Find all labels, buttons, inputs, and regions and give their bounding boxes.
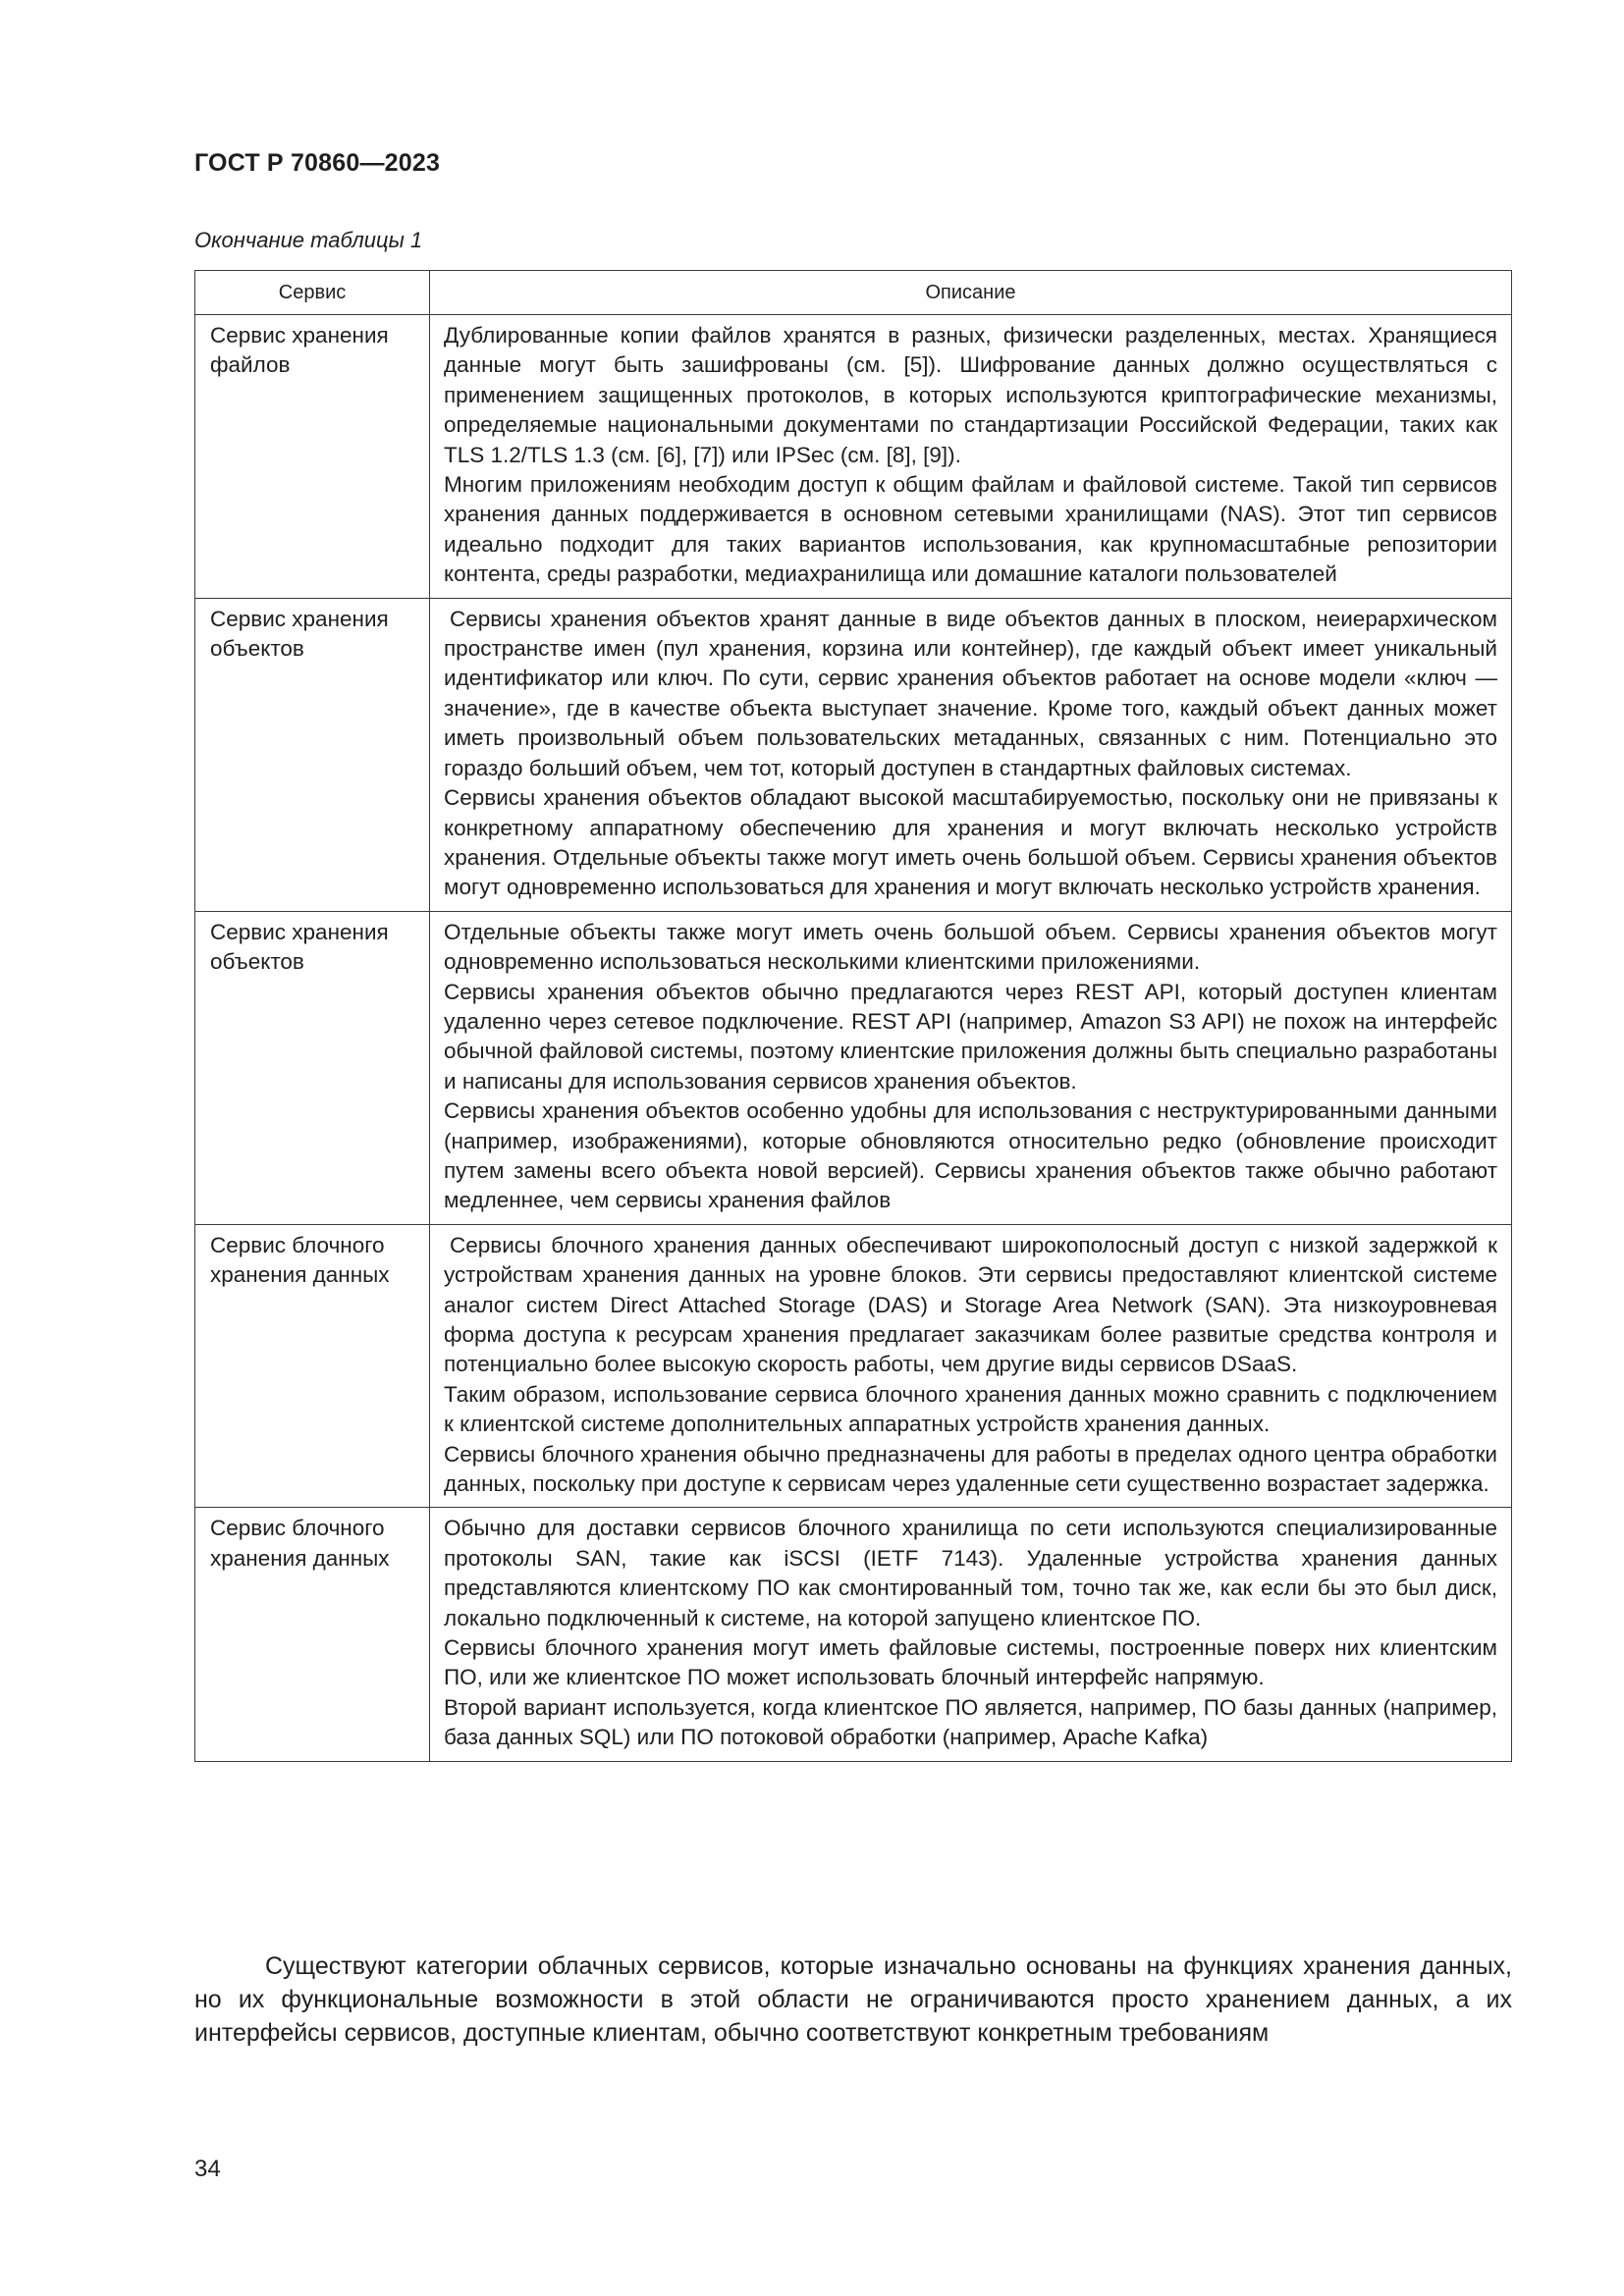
description-cell — [430, 1508, 1512, 1761]
table-row — [195, 315, 1512, 599]
description-cell — [430, 598, 1512, 911]
service-cell: Сервис хранения объектов — [195, 911, 430, 1224]
description-paragraph: Отдельные объекты также могут иметь очень большой объем. Сервисы хранения объектов могут одновременно использоваться несколькими клиентскими приложениями. — [444, 919, 1497, 975]
service-cell: Сервис хранения объектов — [195, 598, 430, 911]
description-paragraph: Второй вариант используется, когда клиентское ПО является, например, ПО базы данных (например, база данных SQL) или ПО потоковой обработки (например, Apache Kafka) — [444, 1694, 1497, 1750]
table-row — [195, 598, 1512, 911]
description-paragraph: Обычно для доставки сервисов блочного хранилища по сети используются специализированные протоколы SAN, такие как iSCSI (IETF 7143). Удаленные устройства хранения данных представляются клиентскому ПО как смонтированный том, точно так же, как если бы это был диск, локально подключенный к системе, на которой запущено клиентское ПО. — [444, 1516, 1497, 1630]
table-caption: Окончание таблицы 1 — [194, 228, 423, 252]
table-row — [195, 1224, 1512, 1508]
description-paragraph: Сервисы хранения объектов обладают высокой масштабируемостью, поскольку они не привязаны к конкретному аппаратному обеспечению для хранения и могут включать несколько устройств хранения. Отдельные объекты также могут иметь очень большой объем. Сервисы хранения объектов могут одновременно использоваться для хранения и могут включать несколько устройств хранения. — [444, 785, 1497, 900]
description-cell — [430, 1224, 1512, 1508]
service-cell: Сервис блочного хранения данных — [195, 1508, 430, 1761]
column-header-service: Сервис — [195, 271, 430, 315]
service-cell: Сервис хранения файлов — [195, 315, 430, 599]
description-paragraph: Сервисы блочного хранения могут иметь файловые системы, построенные поверх них клиентским ПО, или же клиентское ПО может использовать блочный интерфейс напрямую. — [444, 1635, 1497, 1690]
service-cell: Сервис блочного хранения данных — [195, 1224, 430, 1508]
column-header-description: Описание — [430, 271, 1512, 315]
table-row — [195, 911, 1512, 1224]
description-paragraph: Многим приложениям необходим доступ к общим файлам и файловой системе. Такой тип сервисов хранения данных поддерживается в основном сетевыми хранилищами (NAS). Этот тип сервисов идеально подходит для таких вариантов использования, как крупномасштабные репозитории контента, среды разработки, медиахранилища или домашние каталоги пользователей — [444, 472, 1497, 587]
description-paragraph: Сервисы хранения объектов хранят данные в виде объектов данных в плоском, неиерархическом пространстве имен (пул хранения, корзина или контейнер), где каждый объект имеет уникальный идентификатор или ключ. По сути, сервис хранения объектов работает на основе модели «ключ — значение», где в качестве объекта выступает значение. Кроме того, каждый объект данных может иметь произвольный объем пользовательских метаданных, связанных с ним. Потенциально это гораздо больший объем, чем тот, который доступен в стандартных файловых системах. — [444, 606, 1497, 780]
services-table — [194, 270, 1512, 1762]
body-paragraph — [194, 1949, 1512, 2050]
description-paragraph: Таким образом, использование сервиса блочного хранения данных можно сравнить с подключением к клиентской системе дополнительных аппаратных устройств хранения данных. — [444, 1381, 1497, 1437]
page-number: 34 — [194, 2156, 221, 2182]
description-cell — [430, 315, 1512, 599]
table-row — [195, 1508, 1512, 1761]
description-paragraph: Сервисы хранения объектов особенно удобны для использования с неструктурированными данными (например, изображениями), которые обновляются относительно редко (обновление происходит путем замены всего объекта новой версией). Сервисы хранения объектов также обычно работают медленнее, чем сервисы хранения файлов — [444, 1098, 1497, 1213]
table-header-row — [195, 271, 1512, 315]
description-paragraph: Дублированные копии файлов хранятся в разных, физически разделенных, местах. Хранящиеся данные могут быть зашифрованы (см. [5]). Шифрование данных должно осуществляться с применением защищенных протоколов, в которых используются криптографические механизмы, определяемые национальными документами по стандартизации Российской Федерации, таких как TLS 1.2/TLS 1.3 (см. [6], [7]) или IPSec (см. [8], [9]). — [444, 323, 1497, 467]
description-paragraph: Сервисы хранения объектов обычно предлагаются через REST API, который доступен клиентам удаленно через сетевое подключение. REST API (например, Amazon S3 API) не похож на интерфейс обычной файловой системы, поэтому клиентские приложения должны быть специально разработаны и написаны для использования сервисов хранения объектов. — [444, 979, 1497, 1094]
description-cell — [430, 911, 1512, 1224]
document-standard-header: ГОСТ Р 70860—2023 — [194, 149, 441, 177]
description-paragraph: Сервисы блочного хранения данных обеспечивают широкополосный доступ с низкой задержкой к устройствам хранения данных на уровне блоков. Эти сервисы предоставляют клиентской системе аналог систем Direct Attached Storage (DAS) и Storage Area Network (SAN). Эта низкоуровневая форма доступа к ресурсам хранения предлагает заказчикам более развитые средства контроля и потенциально более высокую скорость работы, чем другие виды сервисов DSaaS. — [444, 1232, 1497, 1377]
description-paragraph: Сервисы блочного хранения обычно предназначены для работы в пределах одного центра обработки данных, поскольку при доступе к сервисам через удаленные сети существенно возрастает задержка. — [444, 1441, 1497, 1497]
body-paragraph-text: Существуют категории облачных сервисов, которые изначально основаны на функциях хранения данных, но их функциональные возможности в этой области не ограничиваются просто хранением данных, а их интерфейсы сервисов, доступные клиентам, обычно соответствуют конкретным требованиям — [194, 1952, 1512, 2047]
